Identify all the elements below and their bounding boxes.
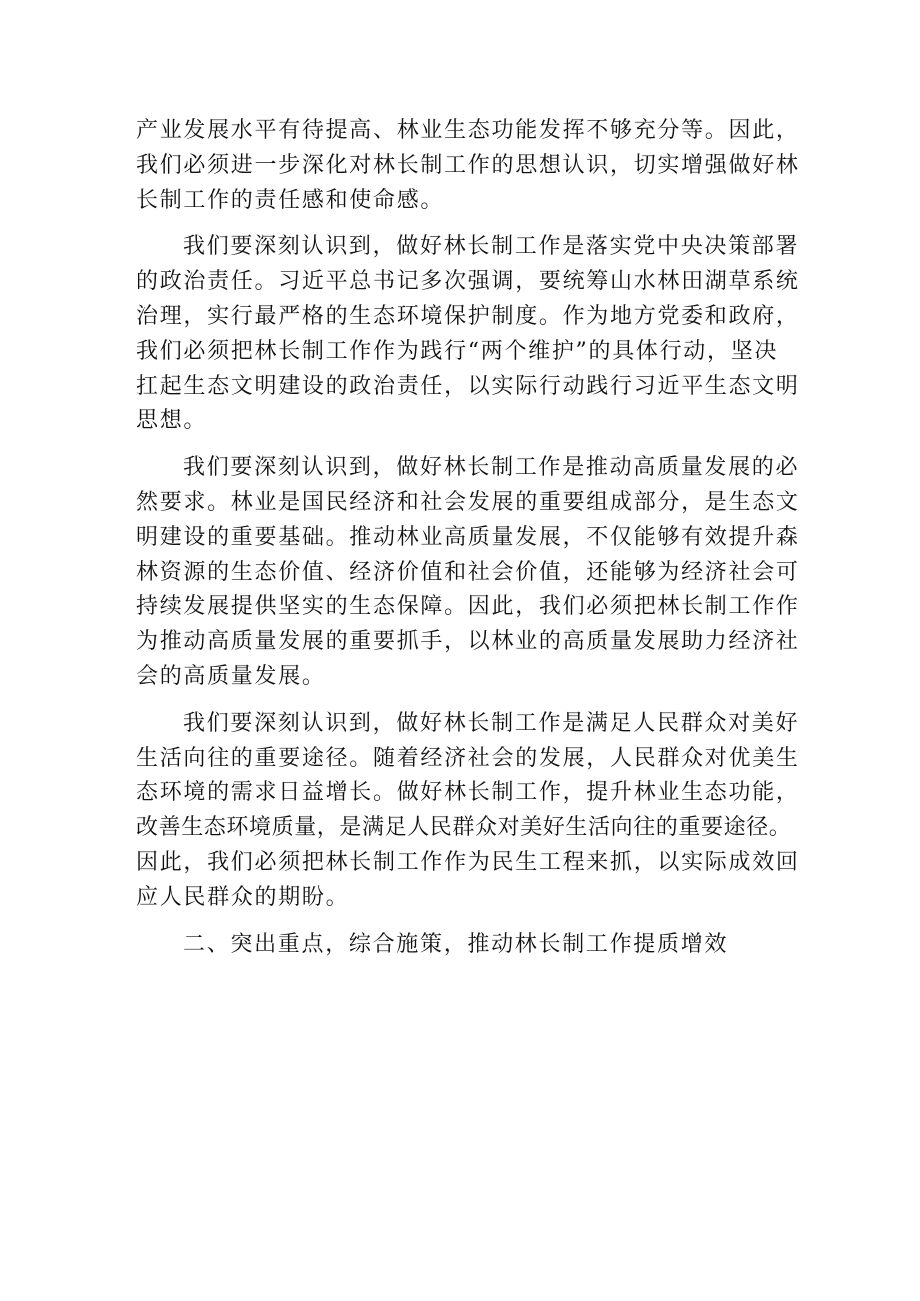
paragraph-line: 因此，我们必须把林长制工作作为民生工程来抓，以实际成效回 (136, 849, 800, 875)
paragraph-line: 会的高质量发展。 (136, 663, 326, 689)
paragraph-line: 长制工作的责任感和使命感。 (136, 187, 445, 213)
paragraph-line: 我们必须进一步深化对林长制工作的思想认识，切实增强做好林 (136, 152, 800, 178)
document-page (136, 114, 804, 962)
paragraph-line: 改善生态环境质量，是满足人民群众对美好生活向往的重要途径。 (136, 815, 792, 841)
paragraph-line: 明建设的重要基础。推动林业高质量发展，不仅能够有效提升森 (136, 524, 800, 550)
paragraph-line: 然要求。林业是国民经济和社会发展的重要组成部分，是生态文 (136, 489, 800, 515)
paragraph-2 (136, 230, 804, 439)
paragraph-line: 我们要深刻认识到，做好林长制工作是推动高质量发展的必 (183, 455, 800, 481)
paragraph-line: 扛起生态文明建设的政治责任，以实际行动践行习近平生态文明 (136, 373, 800, 399)
paragraph-line: 态环境的需求日益增长。做好林长制工作，提升林业生态功能， (136, 780, 800, 806)
paragraph-line: 生活向往的重要途径。随着经济社会的发展，人民群众对优美生 (136, 745, 800, 771)
paragraph-line: 持续发展提供坚实的生态保障。因此，我们必须把林长制工作作 (136, 594, 800, 620)
paragraph-line: 产业发展水平有待提高、林业生态功能发挥不够充分等。因此， (136, 118, 800, 143)
paragraph-line: 思想。 (136, 408, 208, 434)
paragraph-3 (136, 451, 804, 695)
paragraph-line: 我们要深刻认识到，做好林长制工作是满足人民群众对美好 (183, 710, 800, 736)
paragraph-line: 我们必须把林长制工作作为践行“两个维护”的具体行动，坚决 (136, 338, 779, 364)
paragraph-line: 的政治责任。习近平总书记多次强调，要统筹山水林田湖草系统 (136, 269, 800, 295)
paragraph-1 (136, 114, 804, 218)
section-heading-text: 二、突出重点，综合施策，推动林长制工作提质增效 (183, 931, 729, 957)
paragraph-line: 应人民群众的期盼。 (136, 884, 350, 910)
paragraph-4 (136, 707, 804, 916)
paragraph-line: 为推动高质量发展的重要抓手，以林业的高质量发展助力经济社 (136, 629, 800, 655)
section-heading (136, 928, 804, 963)
paragraph-line: 治理，实行最严格的生态环境保护制度。作为地方党委和政府， (136, 303, 800, 329)
paragraph-line: 林资源的生态价值、经济价值和社会价值，还能够为经济社会可 (136, 559, 800, 585)
paragraph-line: 我们要深刻认识到，做好林长制工作是落实党中央决策部署 (183, 234, 800, 260)
